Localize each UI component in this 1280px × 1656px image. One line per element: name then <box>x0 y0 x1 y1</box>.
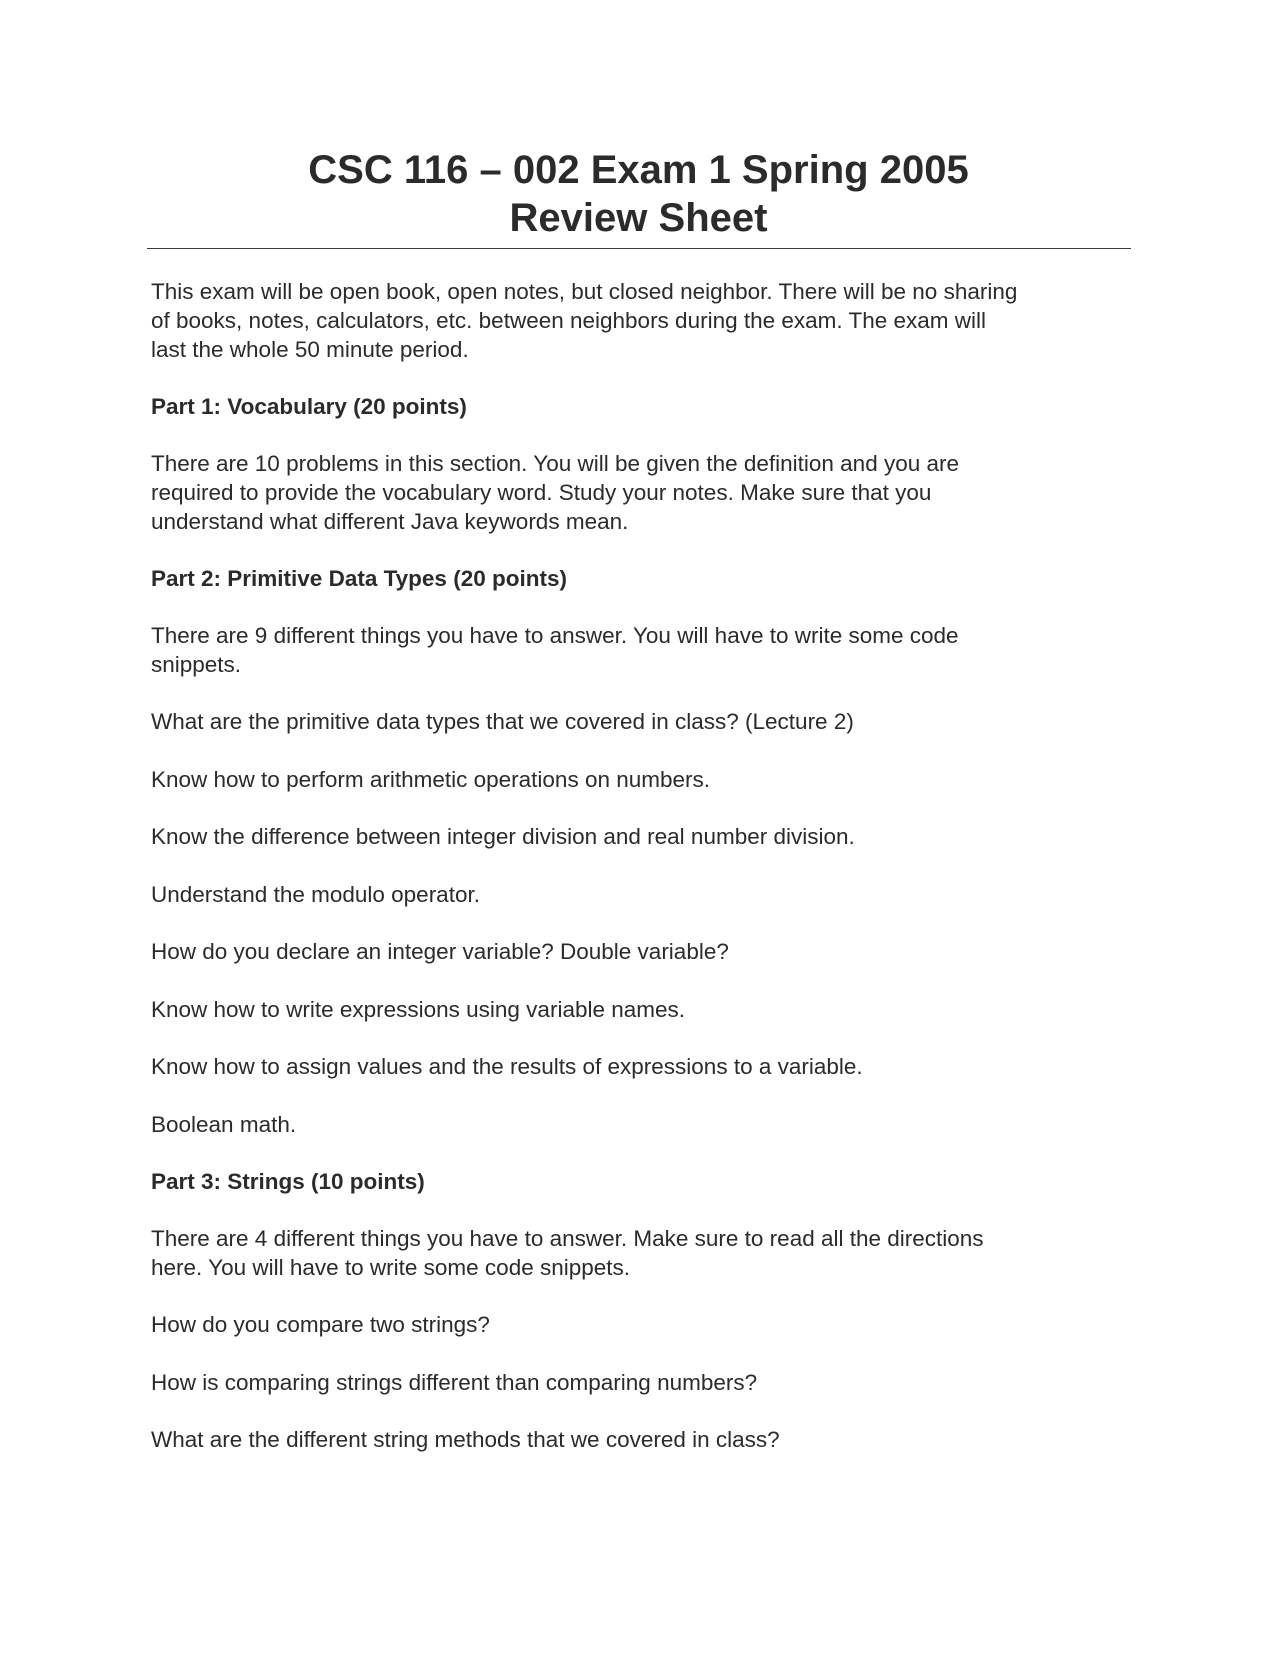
part3-line: There are 4 different things you have to answer. Make sure to read all the directions <box>151 1226 984 1251</box>
part1-line: There are 10 problems in this section. You will be given the definition and you are <box>151 451 960 476</box>
part3-item: What are the different string methods that we covered in class? <box>151 1427 780 1452</box>
part3-line: here. You will have to write some code snippets. <box>151 1255 631 1280</box>
intro-line: This exam will be open book, open notes, but closed neighbor. There will be no sharing <box>151 279 1018 304</box>
part3-paragraph <box>151 1224 1131 1282</box>
part2-heading: Part 2: Primitive Data Types (20 points) <box>151 566 567 591</box>
title-divider <box>147 248 1131 249</box>
part2-item: What are the primitive data types that we covered in class? (Lecture 2) <box>151 709 854 734</box>
intro-paragraph <box>151 277 1131 364</box>
part2-item: Boolean math. <box>151 1111 297 1137</box>
part2-item: Understand the modulo operator. <box>151 881 480 907</box>
part2-line: There are 9 different things you have to answer. You will have to write some code <box>151 623 959 648</box>
part2-paragraph <box>151 621 1131 679</box>
intro-line: last the whole 50 minute period. <box>151 337 469 362</box>
part2-item: Know how to assign values and the results of expressions to a variable. <box>151 1054 863 1079</box>
intro-line: of books, notes, calculators, etc. between neighbors during the exam. The exam will <box>151 308 987 333</box>
part1-line: required to provide the vocabulary word. Study your notes. Make sure that you <box>151 480 932 505</box>
part2-item: Know how to write expressions using variable names. <box>151 996 686 1022</box>
part2-item: How do you declare an integer variable? Double variable? <box>151 939 729 964</box>
part2-item: Know the difference between integer division and real number division. <box>151 824 855 849</box>
part1-paragraph <box>151 449 1131 536</box>
part3-item: How do you compare two strings? <box>151 1312 490 1337</box>
title-line-1: CSC 116 – 002 Exam 1 Spring 2005 <box>308 148 969 192</box>
part2-line: snippets. <box>151 652 242 677</box>
part3-heading: Part 3: Strings (10 points) <box>151 1169 425 1194</box>
part1-line: understand what different Java keywords mean. <box>151 509 629 534</box>
part1-heading: Part 1: Vocabulary (20 points) <box>151 394 467 419</box>
title-line-2: Review Sheet <box>509 196 768 240</box>
document-body <box>151 277 1131 1483</box>
part2-item: Know how to perform arithmetic operations on numbers. <box>151 766 711 792</box>
page-title <box>147 146 1130 242</box>
part3-item: How is comparing strings different than comparing numbers? <box>151 1369 758 1395</box>
